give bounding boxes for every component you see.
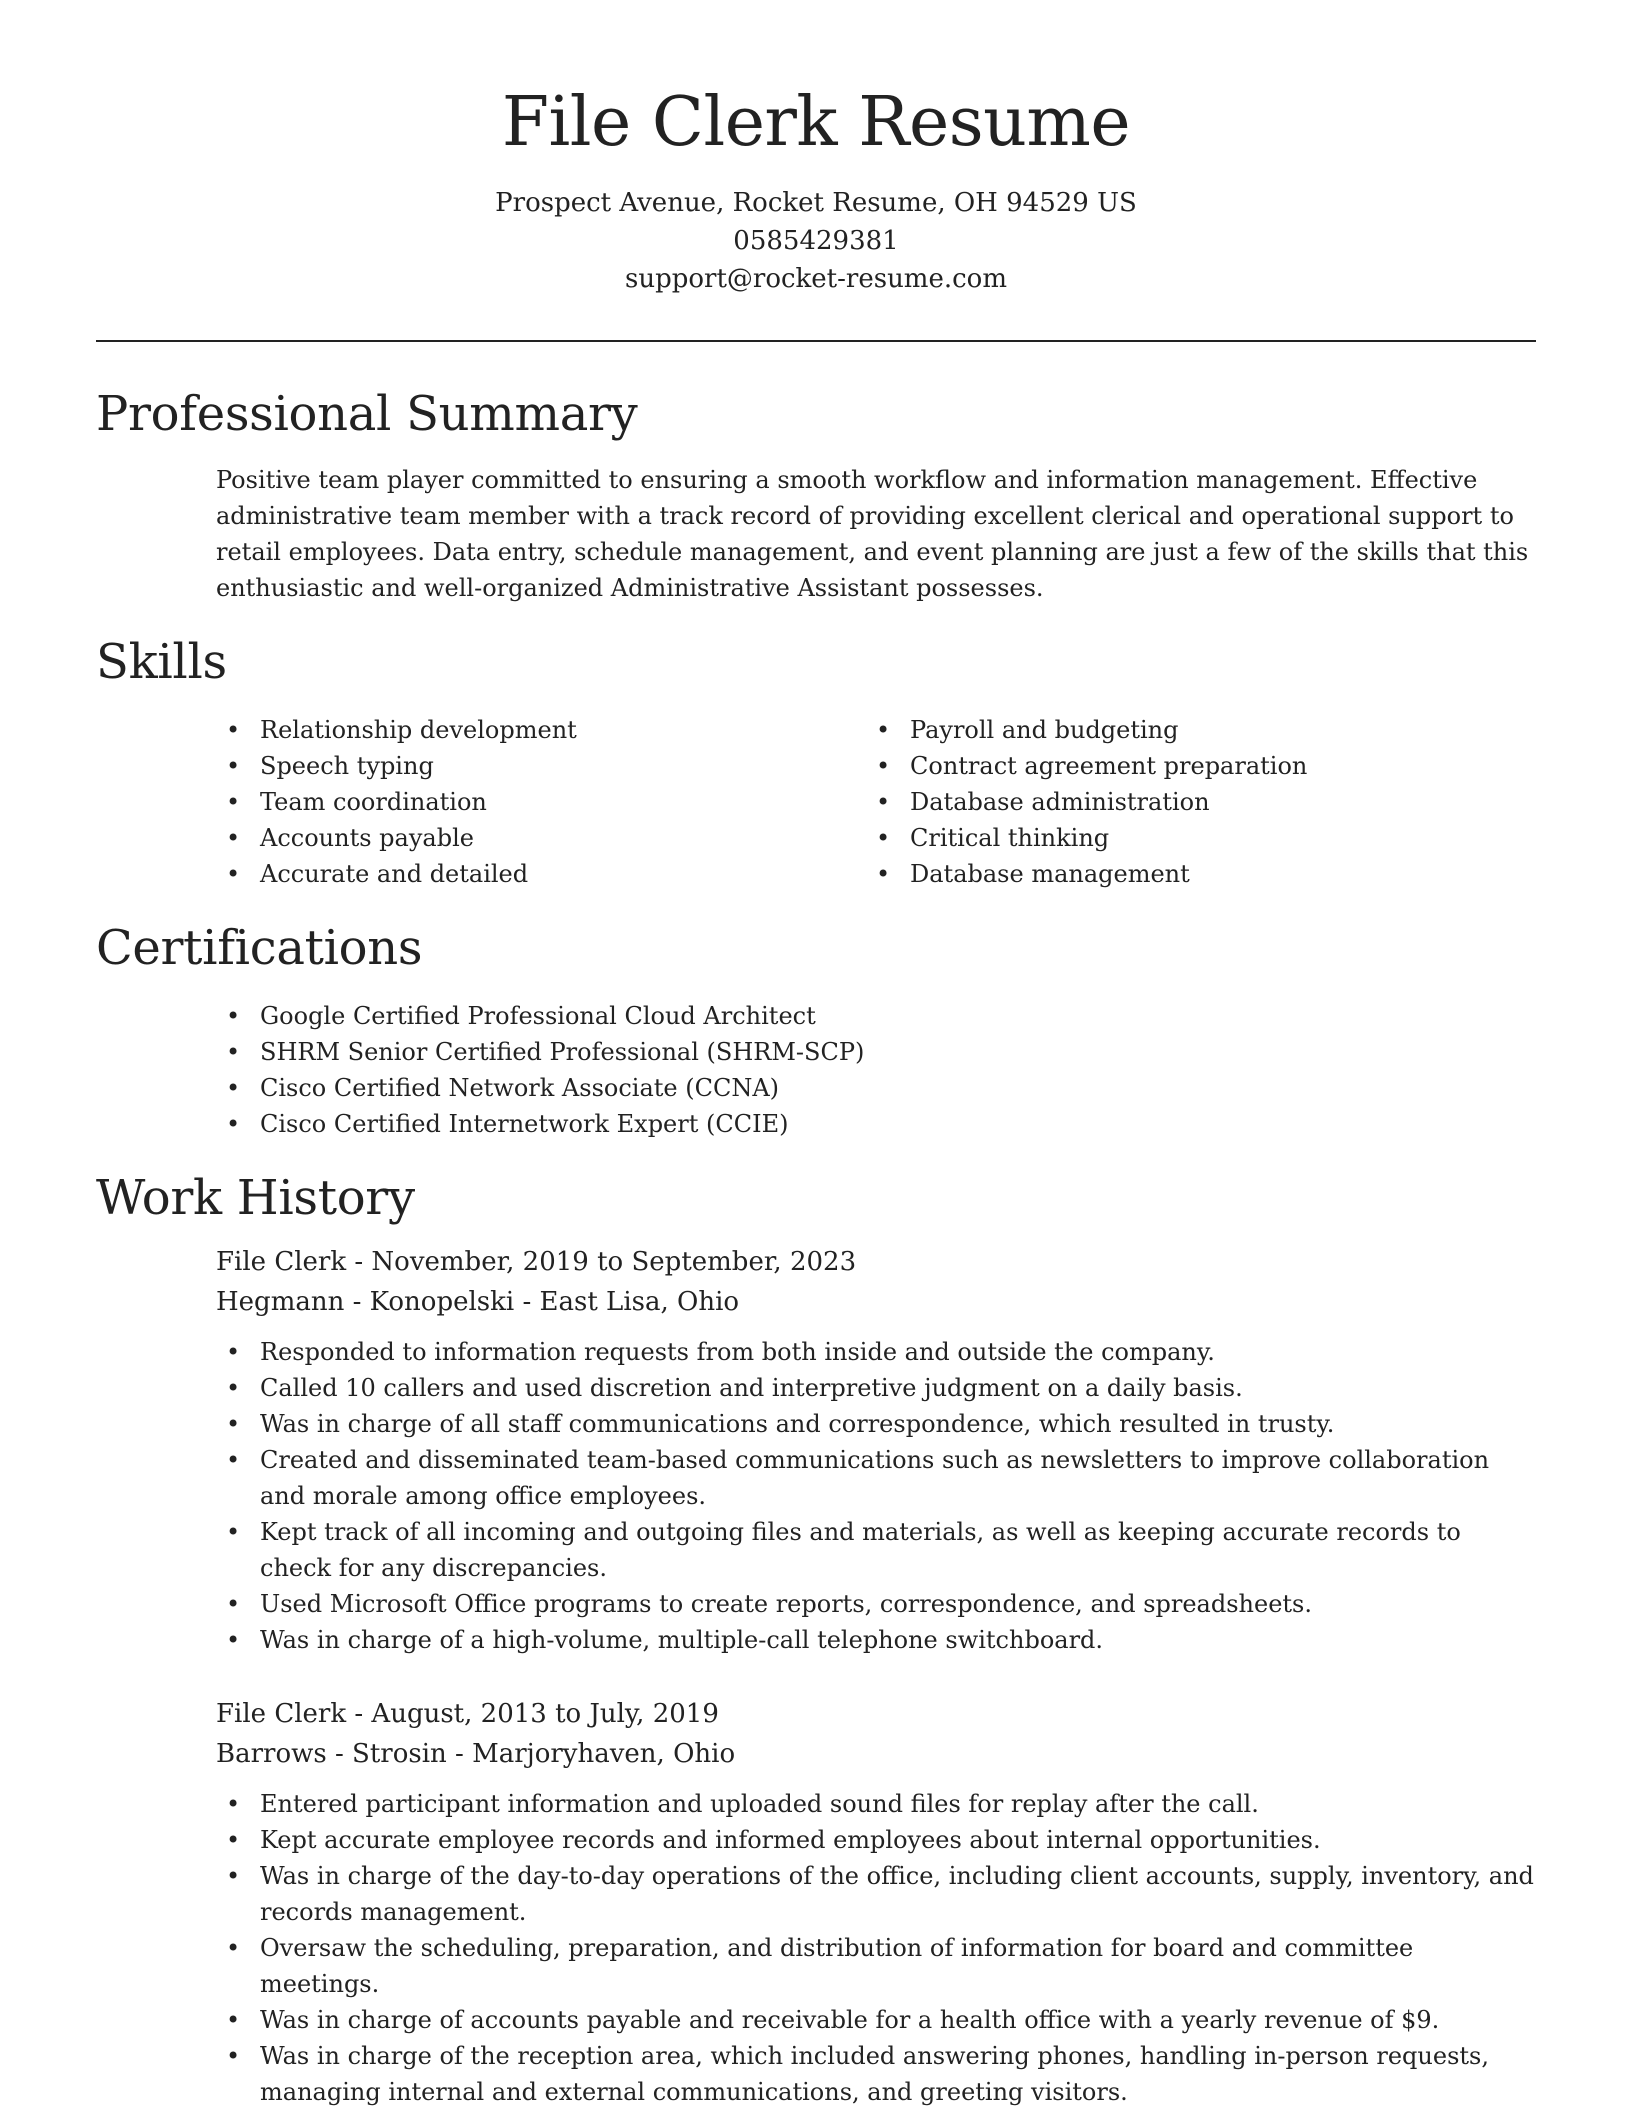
skill-item: • Contract agreement preparation (866, 748, 1516, 784)
job-bullet: • Was in charge of the reception area, which included answering phones, handling in-person requests, managing internal and external communications, and greeting visitors. (216, 2038, 1536, 2110)
skills-heading: Skills (96, 634, 227, 690)
skill-item: • Database management (866, 856, 1516, 892)
job-bullet: • Was in charge of all staff communications and correspondence, which resulted in trusty. (216, 1406, 1536, 1442)
job-title-line: File Clerk - August, 2013 to July, 2019 (216, 1699, 719, 1729)
skill-item: • Payroll and budgeting (866, 712, 1516, 748)
summary-heading: Professional Summary (96, 386, 638, 442)
job-bullet: • Was in charge of the day-to-day operations of the office, including client accounts, supply, inventory, and records management. (216, 1858, 1536, 1930)
skill-item: • Accurate and detailed (216, 856, 866, 892)
job-bullet: • Was in charge of accounts payable and receivable for a health office with a yearly revenue of $9. (216, 2002, 1536, 2038)
certifications-heading: Certifications (96, 920, 423, 976)
job-bullet: • Kept accurate employee records and informed employees about internal opportunities. (216, 1822, 1536, 1858)
job-bullet: • Called 10 callers and used discretion and interpretive judgment on a daily basis. (216, 1370, 1536, 1406)
certification-item: • Google Certified Professional Cloud Architect (216, 998, 1536, 1034)
skills-section (96, 628, 1536, 892)
work-history-section (96, 1164, 1536, 2110)
job-company-line: Barrows - Strosin - Marjoryhaven, Ohio (216, 1739, 736, 1769)
job-bullets (216, 1786, 1536, 2110)
certification-item: • Cisco Certified Network Associate (CCNA) (216, 1070, 1536, 1106)
job-company-line: Hegmann - Konopelski - East Lisa, Ohio (216, 1287, 740, 1317)
job-bullet: • Kept track of all incoming and outgoing files and materials, as well as keeping accurate records to check for any discrepancies. (216, 1514, 1536, 1586)
contact-info (0, 184, 1632, 298)
skill-item: • Critical thinking (866, 820, 1516, 856)
job-bullet: • Oversaw the scheduling, preparation, and distribution of information for board and committee meetings. (216, 1930, 1536, 2002)
email: support@rocket-resume.com (624, 264, 1007, 295)
resume-header (0, 0, 1632, 298)
skill-item: • Accounts payable (216, 820, 866, 856)
resume-title: File Clerk Resume (501, 83, 1131, 162)
certification-item: • SHRM Senior Certified Professional (SHRM-SCP) (216, 1034, 1536, 1070)
skill-item: • Team coordination (216, 784, 866, 820)
header-divider (96, 340, 1536, 342)
skills-list-left (216, 712, 866, 892)
job-bullets (216, 1334, 1536, 1658)
job-bullet: • Used Microsoft Office programs to create reports, correspondence, and spreadsheets. (216, 1586, 1536, 1622)
resume-body (96, 380, 1536, 2110)
job-entry (216, 1694, 1536, 2110)
job-entry (216, 1242, 1536, 1658)
job-bullet: • Responded to information requests from both inside and outside the company. (216, 1334, 1536, 1370)
certifications-list (216, 998, 1536, 1142)
address: Prospect Avenue, Rocket Resume, OH 94529 US (495, 188, 1137, 219)
job-bullet: • Entered participant information and uploaded sound files for replay after the call. (216, 1786, 1536, 1822)
certifications-section (96, 914, 1536, 1142)
skill-item: • Database administration (866, 784, 1516, 820)
work-history-heading: Work History (96, 1170, 415, 1226)
summary-section (96, 380, 1536, 606)
job-bullet: • Created and disseminated team-based communications such as newsletters to improve collaboration and morale among office employees. (216, 1442, 1536, 1514)
job-title-line: File Clerk - November, 2019 to September, 2023 (216, 1247, 857, 1277)
skill-item: • Relationship development (216, 712, 866, 748)
phone: 0585429381 (733, 226, 899, 257)
summary-text: Positive team player committed to ensuring a smooth workflow and information management. Effective administrative team member with a track record of providing excellent clerical and operational support to retail employees. Data entry, schedule management, and event planning are just a few of the skills that this enthusiastic and well-organized Administrative Assistant possesses. (216, 466, 1529, 602)
job-bullet: • Was in charge of a high-volume, multiple-call telephone switchboard. (216, 1622, 1536, 1658)
skill-item: • Speech typing (216, 748, 866, 784)
skills-columns (216, 712, 1536, 892)
skills-list-right (866, 712, 1516, 892)
certification-item: • Cisco Certified Internetwork Expert (CCIE) (216, 1106, 1536, 1142)
